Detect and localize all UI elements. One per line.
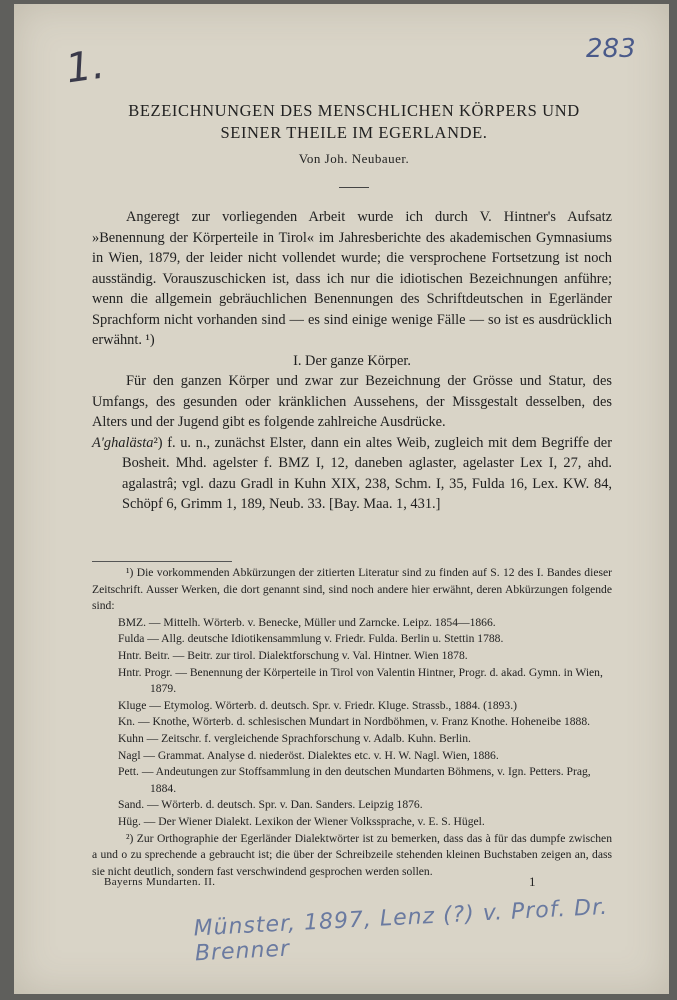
footnotes <box>92 565 612 880</box>
section-paragraph: Für den ganzen Körper und zwar zur Bezeichnung der Grösse und Statur, des Umfangs, des gesunden oder kränklichen Aussehens, der Missgestalt desselben, des Alters und der Jugend gibt es folgende zahlreiche Ausdrücke. <box>92 373 612 430</box>
abbreviation-item: Hntr. Progr. — Benennung der Körperteile in Tirol von Valentin Hintner, Progr. d. akad. Gymn. in Wien, 1879. <box>118 665 603 696</box>
title-line-1: BEZEICHNUNGEN DES MENSCHLICHEN KÖRPERS UND <box>128 101 580 120</box>
handwritten-note: Münster, 1897, Lenz (?) v. Prof. Dr. Brenner <box>193 894 609 967</box>
handwritten-number: 1. <box>62 41 108 93</box>
abbreviation-item: BMZ. — Mittelh. Wörterb. v. Benecke, Müller und Zarncke. Leipz. 1854—1866. <box>118 615 496 629</box>
handwritten-folio: 283 <box>586 34 636 64</box>
intro-paragraph: Angeregt zur vorliegenden Arbeit wurde ich durch V. Hintner's Aufsatz »Benennung der Körperteile in Tirol« im Jahresberichte des akademischen Gymnasiums in Wien, 1879, der leider nicht vollendet wurde; die versprochene Fortsetzung ist noch ausständig. Vorauszuschicken ist, dass ich nur die idiotischen Bezeichnungen anführe; wenn die allgemein gebräuchlichen Benennungen des Schriftdeutschen in Egerländer Sprachform nicht vorhanden sind — es sind einige wenige Fälle — so ist es ausdrücklich erwähnt. ¹) <box>92 209 612 348</box>
entry-text: ²) f. u. n., zunächst Elster, dann ein altes Weib, zugleich mit dem Begriffe der Bosheit. Mhd. agelster f. BMZ I, 12, daneben aglaster, agelaster Lex I, 27, ahd. agalastrâ; vgl. dazu Gradl in Kuhn XIX, 238, Schm. I, 35, Fulda 16, Lex. KW. 84, Schöpf 6, Grimm 1, 189, Neub. 33. [Bay. Maa. 1, 431.] <box>122 434 612 512</box>
abbreviation-item: Hntr. Beitr. — Beitr. zur tirol. Dialektforschung v. Val. Hintner. Wien 1878. <box>118 648 468 662</box>
abbreviation-item: Kluge — Etymolog. Wörterb. d. deutsch. Spr. v. Friedr. Kluge. Strassb., 1884. (1893.) <box>118 698 517 712</box>
entry-headword: A'ghalästa <box>92 434 154 451</box>
abbreviation-item: Kuhn — Zeitschr. f. vergleichende Sprachforschung v. Adalb. Kuhn. Berlin. <box>118 731 471 745</box>
author-line: Von Joh. Neubauer. <box>298 151 410 166</box>
abbreviation-item: Sand. — Wörterb. d. deutsch. Spr. v. Dan. Sanders. Leipzig 1876. <box>118 798 423 812</box>
footnote-1: ¹) Die vorkommenden Abkürzungen der zitierten Literatur sind zu finden auf S. 12 des I. Bandes dieser Zeitschrift. Ausser Werken, die dort genannt sind, sind noch andere hier erwähnt, deren Abkürzungen folgende sind: <box>92 566 612 613</box>
abbreviation-item: Fulda — Allg. deutsche Idiotikensammlung v. Friedr. Fulda. Berlin u. Stettin 1788. <box>118 632 504 646</box>
abbreviation-item: Nagl — Grammat. Analyse d. niederöst. Dialektes etc. v. H. W. Nagl. Wien, 1886. <box>118 748 499 762</box>
title-line-2: SEINER THEILE IM EGERLANDE. <box>220 123 488 142</box>
page-number: 1 <box>529 874 536 889</box>
journal-footer: Bayerns Mundarten. II. <box>104 876 216 888</box>
abbreviation-item: Kn. — Knothe, Wörterb. d. schlesischen Mundart in Nordböhmen, v. Franz Knothe. Hoheneibe 1888. <box>118 715 591 729</box>
main-text <box>92 207 612 515</box>
title-rule <box>339 187 369 188</box>
section-heading: I. Der ganze Körper. <box>293 352 411 369</box>
dictionary-entry <box>92 433 612 515</box>
footnote-2: ²) Zur Orthographie der Egerländer Dialektwörter ist zu bemerken, dass das à für das dumpfe zwischen a und o zu sprechende a gebraucht ist; die über der Schreibzeile stehenden kleinen Buchstaben zeigen an, dass sie nicht deutlich, sondern fast verschwindend gesprochen werden sollen. <box>92 831 612 878</box>
footnote-separator <box>92 561 232 562</box>
document-page <box>14 4 669 994</box>
abbreviation-item: Pett. — Andeutungen zur Stoffsammlung in den deutschen Mundarten Böhmens, v. Ign. Petters. Prag, 1884. <box>118 765 591 795</box>
abbreviation-item: Hüg. — Der Wiener Dialekt. Lexikon der Wiener Volkssprache, v. E. S. Hügel. <box>118 814 485 828</box>
